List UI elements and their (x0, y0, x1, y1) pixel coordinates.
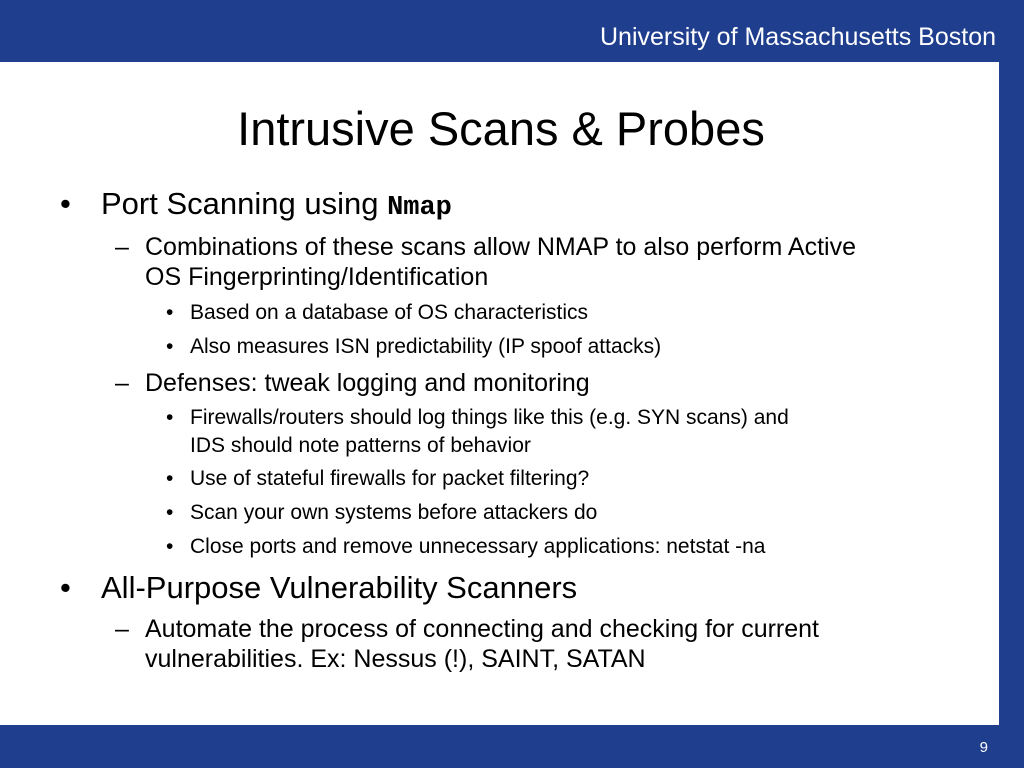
bullet-stateful-firewalls: Use of stateful firewalls for packet filtering? (190, 467, 590, 490)
dash-marker: – (115, 615, 129, 643)
bullet-close-ports: Close ports and remove unnecessary applications: netstat -na (190, 535, 766, 558)
dash-marker: – (115, 233, 129, 261)
dash-marker: – (115, 369, 129, 397)
bullet-automate-line1: Automate the process of connecting and checking for current (145, 615, 819, 643)
bullet-text: Port Scanning using (101, 186, 388, 221)
bullet-scan-own-systems: Scan your own systems before attackers do (190, 501, 598, 524)
bullet-isn-predictability: Also measures ISN predictability (IP spoof attacks) (190, 335, 662, 358)
bullet-firewalls-log-line1: Firewalls/routers should log things like this (e.g. SYN scans) and (190, 406, 789, 429)
sub-bullet-marker: • (166, 406, 174, 429)
bullet-combinations-line1: Combinations of these scans allow NMAP to also perform Active (145, 233, 856, 261)
bullet-marker: • (60, 186, 71, 221)
page-number: 9 (979, 739, 988, 756)
sub-bullet-marker: • (166, 501, 174, 524)
header-bar (0, 0, 1024, 62)
bullet-automate-line2: vulnerabilities. Ex: Nessus (!), SAINT, SATAN (145, 645, 646, 673)
bullet-defenses: Defenses: tweak logging and monitoring (145, 369, 590, 397)
sub-bullet-marker: • (166, 467, 174, 490)
sub-bullet-marker: • (166, 535, 174, 558)
bullet-port-scanning (101, 186, 452, 226)
bullet-os-database: Based on a database of OS characteristics (190, 301, 589, 324)
institution-name: University of Massachusetts Boston (600, 23, 996, 51)
sub-bullet-marker: • (166, 301, 174, 324)
bullet-firewalls-log-line2: IDS should note patterns of behavior (190, 434, 531, 457)
bullet-combinations-line2: OS Fingerprinting/Identification (145, 263, 489, 291)
right-border-bar (999, 62, 1024, 725)
bullet-vulnerability-scanners: All-Purpose Vulnerability Scanners (101, 570, 578, 605)
slide-title: Intrusive Scans & Probes (237, 102, 765, 155)
footer-bar (0, 725, 1024, 768)
sub-bullet-marker: • (166, 335, 174, 358)
nmap-code: Nmap (387, 193, 452, 223)
bullet-marker: • (60, 570, 71, 605)
